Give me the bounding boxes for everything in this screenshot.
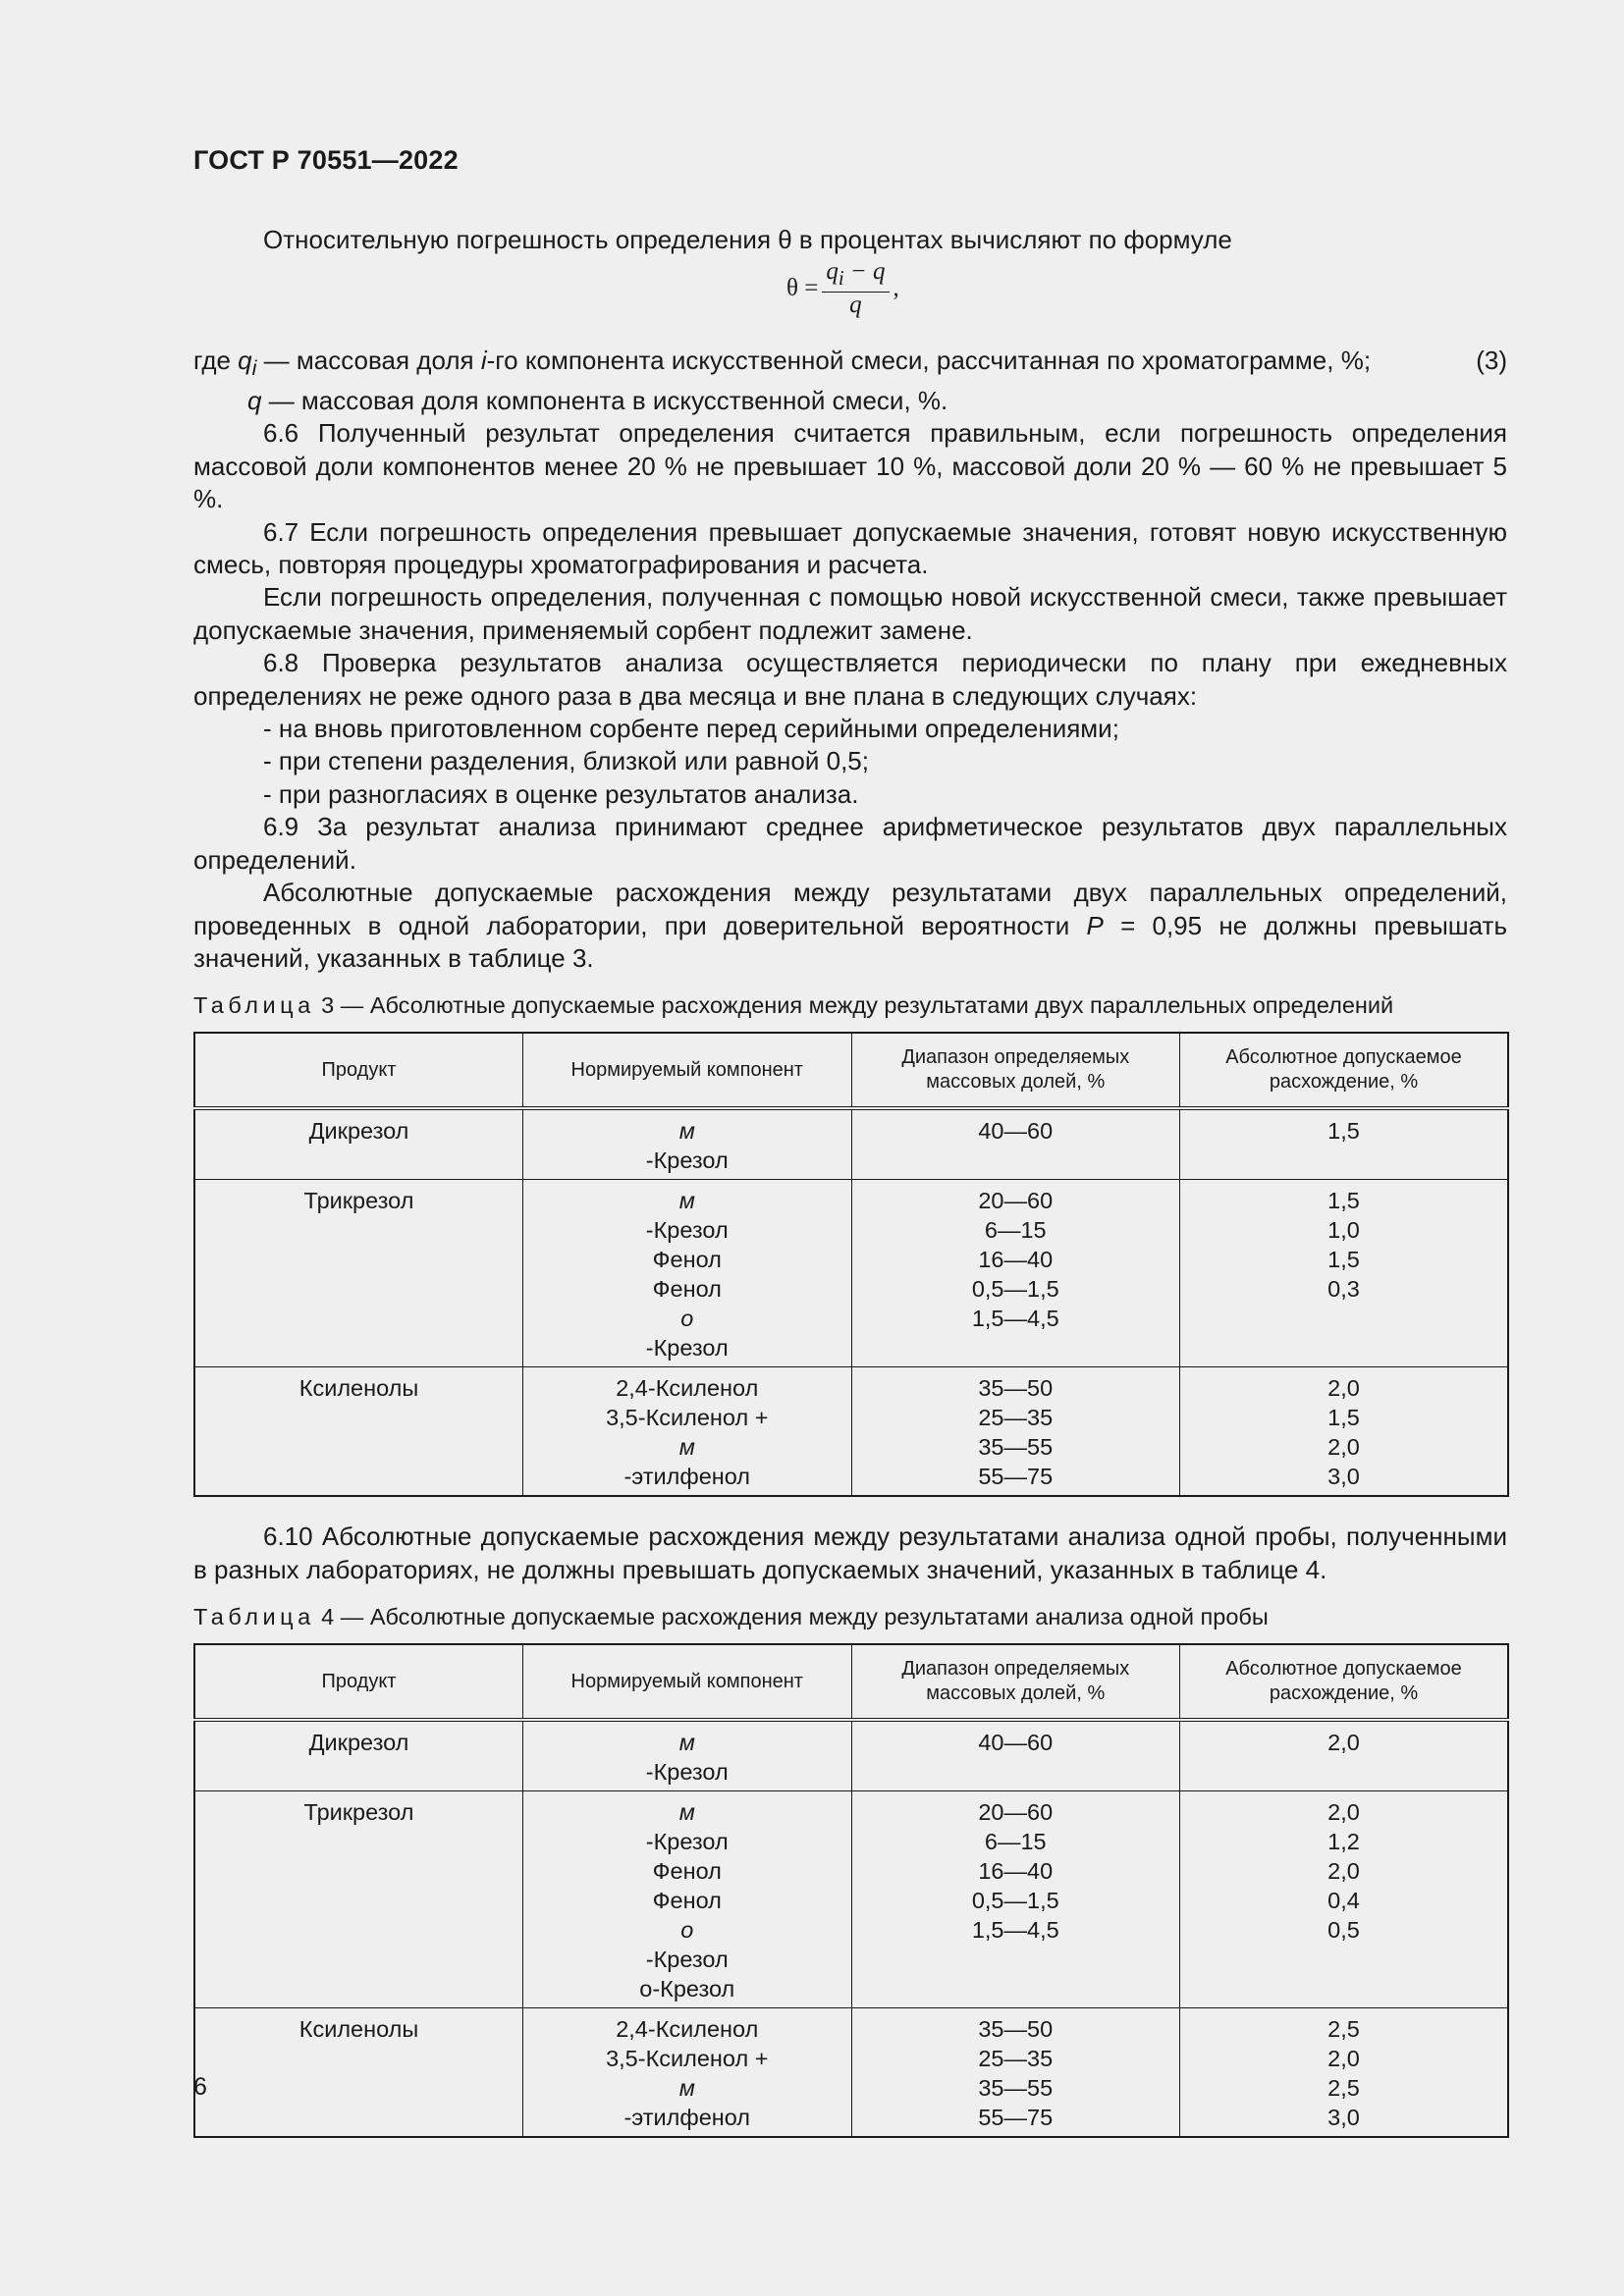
component-text: -Крезол — [645, 1217, 729, 1244]
discrepancy-value: 1,5 — [1327, 1247, 1360, 1273]
range-value: 25—35 — [978, 1405, 1054, 1431]
range-value: 55—75 — [978, 2105, 1054, 2131]
where-text-1b: -го компонента искусственной смеси, рассчитанная по хроматограмме, %; — [486, 346, 1372, 376]
column-header-product: Продукт — [194, 1644, 523, 1720]
paragraph-6-7: 6.7 Если погрешность определения превышает допускаемые значения, готовят новую искусственную смесь, повторяя процедуры хроматографирования и расчета. — [193, 516, 1507, 580]
range-cell — [851, 1367, 1180, 1497]
component-name — [529, 1245, 845, 1274]
range-value: 35—50 — [978, 2016, 1054, 2043]
column-header-component: Нормируемый компонент — [523, 1033, 852, 1108]
discrepancy-cell — [1180, 1720, 1509, 1791]
component-cell — [523, 1720, 852, 1791]
discrepancy-cell — [1180, 1108, 1509, 1180]
table-row — [194, 2008, 1508, 2138]
isomer-prefix: о — [680, 1306, 694, 1332]
discrepancy-value: 2,0 — [1327, 1730, 1360, 1756]
discrepancy-value: 3,0 — [1327, 1464, 1360, 1490]
isomer-prefix: м — [678, 1799, 695, 1826]
discrepancy-value: 3,0 — [1327, 2105, 1360, 2131]
product-cell: Дикрезол — [194, 1720, 523, 1791]
table-row — [194, 1180, 1508, 1367]
component-name — [529, 1974, 845, 2003]
discrepancy-value: 1,5 — [1327, 1405, 1360, 1431]
product-cell: Ксиленолы — [194, 2008, 523, 2138]
component-text: о-Крезол — [639, 1976, 735, 2002]
where-italic-i: i — [480, 346, 487, 376]
range-value: 20—60 — [978, 1799, 1054, 1826]
caption-word: Таблица — [193, 992, 315, 1019]
range-value: 25—35 — [978, 2046, 1054, 2072]
where-lead: где — [193, 346, 239, 376]
discrepancy-value: 2,5 — [1327, 2075, 1360, 2102]
paragraph-6-9-continued — [193, 877, 1507, 975]
range-cell — [851, 1791, 1180, 2008]
component-text: -этилфенол — [623, 2105, 751, 2131]
range-value: 0,5—1,5 — [971, 1276, 1059, 1303]
discrepancy-cell — [1180, 2008, 1509, 2138]
component-text: -этилфенол — [623, 1464, 751, 1490]
component-text: 2,4-Ксиленол — [616, 2016, 759, 2043]
formula-numerator — [822, 258, 889, 293]
formula-comma: , — [893, 275, 899, 302]
component-text: Фенол — [652, 1858, 722, 1885]
component-text: -Крезол — [645, 1947, 729, 1973]
range-value: 16—40 — [978, 1858, 1054, 1885]
component-text: 2,4-Ксиленол — [616, 1375, 759, 1402]
table-row — [194, 1720, 1508, 1791]
discrepancy-value: 2,0 — [1327, 1858, 1360, 1885]
discrepancy-value: 2,5 — [1327, 2016, 1360, 2043]
component-name — [529, 1186, 845, 1245]
discrepancy-value: 2,0 — [1327, 1375, 1360, 1402]
component-name — [529, 1403, 845, 1432]
product-cell: Трикрезол — [194, 1180, 523, 1367]
component-cell — [523, 1180, 852, 1367]
caption-text: 3 — Абсолютные допускаемые расхождения между результатами двух параллельных определений — [314, 992, 1394, 1019]
product-cell: Трикрезол — [194, 1791, 523, 2008]
table-header-row — [194, 1644, 1508, 1720]
document-header: ГОСТ Р 70551—2022 — [193, 145, 459, 175]
component-name — [529, 1373, 845, 1403]
paragraph-6-6: 6.6 Полученный результат определения считается правильным, если погрешность определения массовой доли компонентов менее 20 % не превышает 10 %, массовой доли 20 % — 60 % не превышает 5 %. — [193, 418, 1507, 514]
formula-lhs: θ = — [786, 275, 819, 302]
page-number: 6 — [193, 2073, 207, 2101]
component-name — [529, 1915, 845, 1974]
list-item: - при разногласиях в оценке результатов анализа. — [263, 778, 859, 809]
component-name — [529, 2044, 845, 2073]
list-item: - на вновь приготовленном сорбенте перед серийными определениями; — [263, 714, 1119, 744]
product-cell: Дикрезол — [194, 1108, 523, 1180]
component-text: -Крезол — [645, 1335, 729, 1362]
component-text: Фенол — [652, 1276, 722, 1303]
range-value: 0,5—1,5 — [971, 1888, 1059, 1914]
document-body — [193, 224, 1507, 2138]
component-cell — [523, 2008, 852, 2138]
component-name — [529, 1886, 845, 1915]
component-text: -Крезол — [645, 1829, 729, 1855]
discrepancy-value: 2,0 — [1327, 2046, 1360, 2072]
isomer-prefix: о — [680, 1917, 694, 1944]
table-3 — [193, 1032, 1509, 1497]
range-value: 20—60 — [978, 1188, 1054, 1214]
component-cell — [523, 1367, 852, 1497]
equation-number: (3) — [1476, 346, 1507, 376]
formula-denominator: q — [849, 292, 862, 319]
discrepancy-cell — [1180, 1180, 1509, 1367]
range-cell — [851, 1108, 1180, 1180]
range-value: 6—15 — [984, 1217, 1047, 1244]
column-header-range: Диапазон определяемых массовых долей, % — [851, 1033, 1180, 1108]
discrepancy-value: 0,4 — [1327, 1888, 1360, 1914]
discrepancy-value: 1,2 — [1327, 1829, 1360, 1855]
component-text: -Крезол — [645, 1759, 729, 1786]
discrepancy-value: 1,0 — [1327, 1217, 1360, 1244]
component-text: 3,5-Ксиленол + — [606, 1405, 769, 1431]
component-name — [529, 1116, 845, 1175]
table-4 — [193, 1643, 1509, 2138]
isomer-prefix: м — [678, 1434, 695, 1461]
range-value: 35—55 — [978, 2075, 1054, 2102]
isomer-prefix: м — [678, 2075, 695, 2102]
range-cell — [851, 2008, 1180, 2138]
range-value: 16—40 — [978, 1247, 1054, 1273]
discrepancy-value: 2,0 — [1327, 1799, 1360, 1826]
discrepancy-value: 2,0 — [1327, 1434, 1360, 1461]
formula-intro: Относительную погрешность определения θ в процентах вычисляют по формуле — [263, 225, 1232, 254]
table-header-row — [194, 1033, 1508, 1108]
table-row — [194, 1108, 1508, 1180]
probability-symbol: P — [1086, 910, 1104, 940]
table-row — [194, 1791, 1508, 2008]
where-line-1 — [193, 345, 1507, 385]
where-subscript-1: i — [251, 355, 257, 381]
component-name — [529, 2014, 845, 2044]
numerator-symbol: q — [826, 258, 839, 286]
range-value: 6—15 — [984, 1829, 1047, 1855]
paragraph-6-10: 6.10 Абсолютные допускаемые расхождения между результатами анализа одной пробы, полученными в разных лабораториях, не должны превышать допускаемых значений, указанных в таблице 4. — [193, 1522, 1507, 1584]
formula-fraction — [822, 258, 889, 318]
table-4-caption — [193, 1602, 1507, 1631]
column-header-product: Продукт — [194, 1033, 523, 1108]
component-name — [529, 2073, 845, 2132]
isomer-prefix: м — [678, 1118, 695, 1145]
component-cell — [523, 1791, 852, 2008]
column-header-discrepancy: Абсолютное допускаемое расхождение, % — [1180, 1033, 1509, 1108]
paragraph-6-9: 6.9 За результат анализа принимают среднее арифметическое результатов двух параллельных определений. — [193, 812, 1507, 875]
range-value: 40—60 — [978, 1118, 1054, 1145]
paragraph-6-8: 6.8 Проверка результатов анализа осуществляется периодически по плану при ежедневных определениях не реже одного раза в два месяца и вне плана в следующих случаях: — [193, 648, 1507, 711]
table-row — [194, 1367, 1508, 1497]
numerator-subscript: i — [838, 266, 844, 291]
component-text: Фенол — [652, 1247, 722, 1273]
isomer-prefix: м — [678, 1730, 695, 1756]
list-item: - при степени разделения, близкой или равной 0,5; — [263, 746, 869, 776]
caption-word: Таблица — [193, 1604, 315, 1630]
paragraph-6-7-continued: Если погрешность определения, полученная с помощью новой искусственной смеси, также превышает допускаемые значения, применяемый сорбент подлежит замене. — [193, 582, 1507, 645]
where-text-1a: — массовая доля — [256, 346, 481, 376]
numerator-rest: − q — [843, 258, 886, 286]
where-symbol-2: q — [247, 386, 262, 415]
component-cell — [523, 1108, 852, 1180]
range-value: 1,5—4,5 — [971, 1917, 1059, 1944]
component-name — [529, 1304, 845, 1362]
component-text: -Крезол — [645, 1148, 729, 1174]
range-value: 1,5—4,5 — [971, 1306, 1059, 1332]
component-name — [529, 1856, 845, 1886]
column-header-component: Нормируемый компонент — [523, 1644, 852, 1720]
component-text: 3,5-Ксиленол + — [606, 2046, 769, 2072]
range-value: 40—60 — [978, 1730, 1054, 1756]
product-cell: Ксиленолы — [194, 1367, 523, 1497]
isomer-prefix: м — [678, 1188, 695, 1214]
component-text: Фенол — [652, 1888, 722, 1914]
range-cell — [851, 1180, 1180, 1367]
range-cell — [851, 1720, 1180, 1791]
component-name — [529, 1797, 845, 1856]
formula — [786, 258, 899, 318]
discrepancy-value: 1,5 — [1327, 1188, 1360, 1214]
p69-text-b: = 0,95 не должны превышать значений, указанных в таблице 3. — [193, 910, 1507, 973]
column-header-discrepancy: Абсолютное допускаемое расхождение, % — [1180, 1644, 1509, 1720]
p69-text-a: Абсолютные допускаемые расхождения между результатами двух параллельных определений, проведенных в одной лаборатории, при доверительной вероятности — [193, 878, 1507, 940]
discrepancy-cell — [1180, 1791, 1509, 2008]
discrepancy-cell — [1180, 1367, 1509, 1497]
component-name — [529, 1432, 845, 1491]
where-text-2: — массовая доля компонента в искусственной смеси, %. — [261, 386, 948, 415]
where-symbol-1: q — [238, 346, 252, 376]
where-line-2 — [193, 385, 1507, 417]
discrepancy-value: 1,5 — [1327, 1118, 1360, 1145]
column-header-range: Диапазон определяемых массовых долей, % — [851, 1644, 1180, 1720]
discrepancy-value: 0,5 — [1327, 1917, 1360, 1944]
range-value: 35—50 — [978, 1375, 1054, 1402]
range-value: 55—75 — [978, 1464, 1054, 1490]
component-name — [529, 1728, 845, 1787]
caption-text: 4 — Абсолютные допускаемые расхождения между результатами анализа одной пробы — [314, 1604, 1269, 1630]
table-3-caption — [193, 990, 1507, 1020]
range-value: 35—55 — [978, 1434, 1054, 1461]
discrepancy-value: 0,3 — [1327, 1276, 1360, 1303]
component-name — [529, 1274, 845, 1304]
